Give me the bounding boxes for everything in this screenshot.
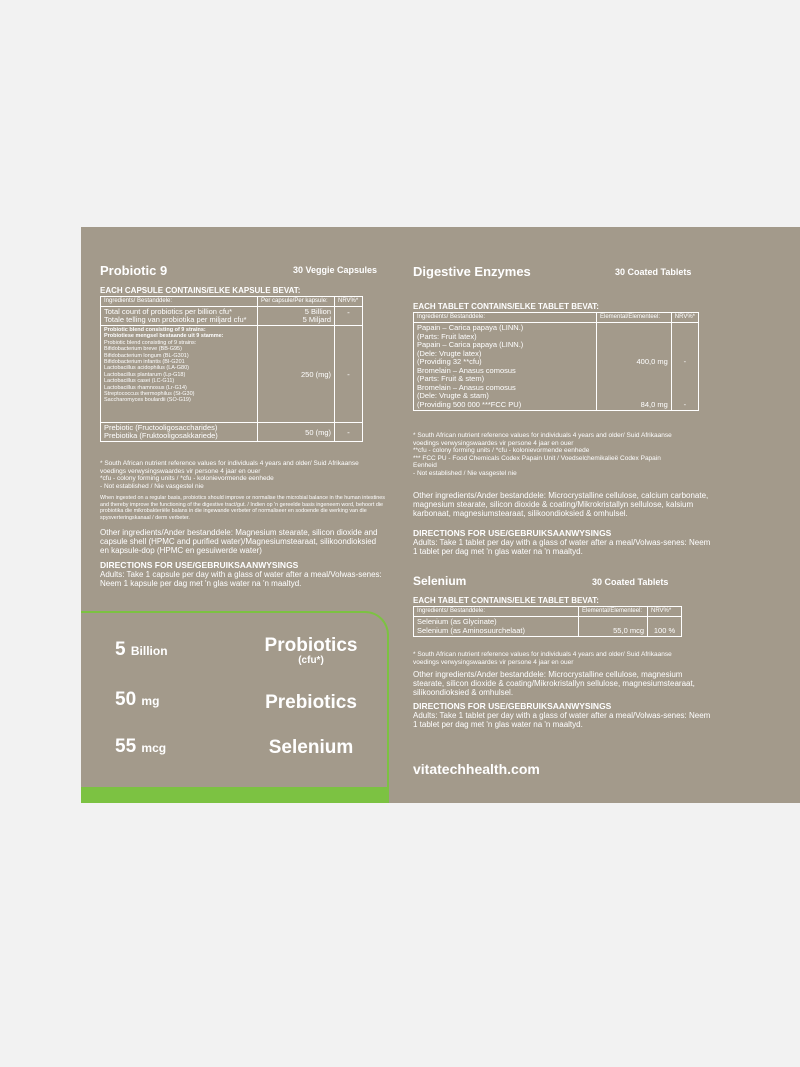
summary-label: Probiotics (cfu*) (264, 635, 358, 666)
probiotic-count: 30 Veggie Capsules (293, 265, 378, 275)
selenium-title: Selenium (413, 574, 467, 588)
blend-title: Probiotic blend consisting of 9 strains: (104, 327, 206, 333)
enzymes-directions: Adults: Take 1 tablet per day with a glass of water after a meal/Volwas-senes: Neem 1 tablet per dag met 'n glas water na 'n maaltyd. (413, 538, 711, 556)
probiotic-directions-title: DIRECTIONS FOR USE/GEBRUIKSAANWYSINGS (100, 560, 299, 570)
enzymes-title: Digestive Enzymes (413, 264, 531, 279)
header-ingredients: Ingredients/ Bestanddele: (101, 297, 258, 307)
row-label: Total count of probiotics per billion cfu* (104, 307, 232, 316)
footnote: * South African nutrient reference values for individuals 4 years and older/ Suid Afrikaanse voedings verwysingswaardes vir persone 4 jaar en ouer (413, 432, 672, 447)
row-label: Totale telling van probiotika per miljard cfu* (104, 315, 247, 324)
row-label: (Providing 32 **cfu) (417, 357, 482, 366)
selenium-contains-heading: EACH TABLET CONTAINS/ELKE TABLET BEVAT: (413, 596, 599, 605)
summary-label: Prebiotics (265, 692, 357, 713)
blend-title-2: Probiotic blend consisting of 9 strains: (104, 339, 197, 346)
row-value: 55,0 mcg (579, 617, 648, 637)
header-per-capsule: Per capsule/Per kapsule: (258, 297, 335, 307)
row-label: Bromelain – Anasus comosus (417, 382, 516, 392)
header-elemental: Elemental/Elementeel: (579, 607, 648, 617)
strain-item: Streptococcus thermophilus (St-G30) (104, 391, 195, 398)
header-ingredients: Ingredients/ Bestanddele: (414, 607, 579, 617)
header-nrv: NRV%* (648, 607, 682, 617)
blend-title-af: Probiotiese mengsel bestaande uit 9 stamme: (104, 333, 224, 340)
strain-item: Saccharomyces boulardii (SO-G19) (104, 397, 191, 404)
row-nrv: - (683, 357, 687, 366)
row-label: Papain – Carica papaya (LINN.) (417, 323, 524, 332)
header-ingredients: Ingredients/ Bestanddele: (414, 313, 597, 323)
selenium-directions: Adults: Take 1 tablet per day with a glass of water after a meal/Volwas-senes: Neem 1 tablet per dag met 'n glas water na 'n maaltyd. (413, 711, 711, 729)
footnote: - Not established / Nie vasgestel nie (413, 469, 517, 477)
strain-item: Lactobacillus rhamnosus (Lr-G14) (104, 384, 187, 391)
enzymes-footnotes (413, 432, 683, 477)
row-value: 50 (mg) (258, 423, 335, 442)
footnote: - Not established / Nie vasgestel nie (100, 482, 204, 490)
enzymes-other-ingredients: Other ingredients/Ander bestanddele: Microcrystalline cellulose, calcium carbonate, magnesium stearate, silicon dioxide & coating/Mikrokristallyn sellulose, kalsium karbonaat, magnesiumstearaat, silikoondioksied & omhulsel. (413, 491, 709, 518)
header-nrv: NRV%* (335, 297, 363, 307)
row-value: 400,0 mg (636, 357, 668, 366)
row-label: Papain – Carica papaya (LINN.) (417, 340, 524, 349)
selenium-count: 30 Coated Tablets (592, 577, 669, 587)
row-label: (Parts: Fruit & stem) (417, 374, 485, 383)
footnote: *cfu - colony forming units / *cfu - kolonievormende eenhede (100, 475, 274, 482)
summary-amount: 5 Billion (115, 639, 168, 660)
strain-item: Lactobacillus casei (LC-G11) (104, 378, 175, 385)
row-nrv: - (335, 423, 363, 442)
website-link[interactable]: vitatechhealth.com (413, 761, 540, 777)
table-row (414, 617, 682, 637)
selenium-footnote: * South African nutrient reference values for individuals 4 years and older/ Suid Afrikaanse voedings verwysingswaardes vir persone 4 jaar en ouer (413, 651, 672, 666)
table-row (101, 326, 363, 423)
strain-item: Lactobacillus acidophilus (LA-G80) (104, 365, 189, 372)
row-value: 5 Billion (304, 307, 331, 316)
summary-amount: 50 mg (115, 689, 160, 710)
selenium-directions-title: DIRECTIONS FOR USE/GEBRUIKSAANWYSINGS (413, 701, 612, 711)
header-elemental: Elemental/Elementeel: (596, 313, 671, 323)
row-nrv: - (683, 399, 687, 409)
row-label: Selenium (as Glycinate) (417, 617, 497, 626)
table-row (414, 323, 699, 411)
probiotic-nutrition-table (100, 296, 363, 442)
row-nrv: - (335, 326, 363, 423)
probiotic-title: Probiotic 9 (100, 263, 168, 278)
table-row (101, 423, 363, 442)
row-nrv: 100 % (648, 617, 682, 637)
label-panel (81, 227, 800, 803)
header-nrv: NRV%* (671, 313, 698, 323)
row-label: (Parts: Fruit latex) (417, 331, 477, 341)
summary-amount: 55 mcg (115, 736, 167, 757)
row-value: 5 Miljard (302, 315, 331, 324)
strain-item: Bifidobacterium breve (BB-G95) (104, 346, 182, 353)
row-label: Selenium (as Aminosuurchelaat) (417, 625, 525, 635)
selenium-other-ingredients: Other ingredients/Ander bestanddele: Microcrystalline cellulose, magnesium stearate, silicon dioxide & coating/Mikrokristallyn sellulose, magnesiumstearaat, silikoondioksied & omhulsel. (413, 670, 695, 697)
enzymes-contains-heading: EACH TABLET CONTAINS/ELKE TABLET BEVAT: (413, 302, 599, 311)
probiotic-other-ingredients: Other ingredients/Ander bestanddele: Magnesium stearate, silicon dioxide and capsule shell (HPMC and purified water)/Magnesiumstearaat, silikoondioksied en kapsule-dop (HPMC en gesuiwerde water) (100, 528, 378, 555)
row-value: 84,0 mg (640, 399, 668, 409)
row-nrv: - (335, 307, 363, 326)
row-label: (Dele: Vrugte latex) (417, 348, 482, 358)
strain-item: Bifidobacterium longum (BL-G301) (104, 352, 189, 359)
enzymes-directions-title: DIRECTIONS FOR USE/GEBRUIKSAANWYSINGS (413, 528, 612, 538)
probiotic-contains-heading: EACH CAPSULE CONTAINS/ELKE KAPSULE BEVAT: (100, 286, 301, 295)
row-label: (Dele: Vrugte & stam) (417, 391, 489, 400)
row-label: Prebiotika (Fruktooligosakkariede) (104, 431, 218, 440)
green-accent-bar (81, 787, 389, 803)
row-label: Prebiotic (Fructooligosaccharides) (104, 423, 218, 432)
row-label: (Providing 500 000 ***FCC PU) (417, 399, 522, 409)
footnote: * South African nutrient reference values for individuals 4 years and older/ Suid Afrikaanse voedings verwysingswaardes vir persone 4 jaar en ouer (100, 460, 359, 475)
strain-item: Bifidobacterium infantis (BI-G201 (104, 359, 185, 366)
footnote: *** FCC PU - Food Chemicals Codex Papain Unit / Voedselchemikalieë Codex Papain Eenheid (413, 454, 661, 469)
table-row (101, 307, 363, 326)
enzymes-count: 30 Coated Tablets (615, 267, 692, 277)
probiotic-footnotes (100, 460, 368, 490)
enzymes-nutrition-table (413, 312, 699, 411)
footnote: **cfu - colony forming units / *cfu - kolonievormende eenhede (413, 447, 590, 454)
selenium-nutrition-table (413, 606, 682, 637)
summary-label: Selenium (268, 737, 354, 758)
row-value: 250 (mg) (258, 326, 335, 423)
probiotic-note: When ingested on a regular basis, probiotics should improve or normalise the microbial balance in the human intestines and thereby improve the functioning of the digestive tract/gut. / Indien op 'n gereelde basis ingeneem word, behoort die probiotika die mikrobakteriële balans in die ingewande verbeter of normaliseer en sodoende die werking van die spysverteringskanaal / derm verbeter. (100, 495, 385, 521)
row-label: Bromelain – Anasus comosus (417, 365, 516, 375)
strain-item: Lactobacillus plantarum (Lp-G18) (104, 371, 186, 378)
probiotic-directions: Adults: Take 1 capsule per day with a glass of water after a meal/Volwas-senes: Neem 1 kapsule per dag met 'n glas water na 'n maaltyd. (100, 570, 382, 588)
